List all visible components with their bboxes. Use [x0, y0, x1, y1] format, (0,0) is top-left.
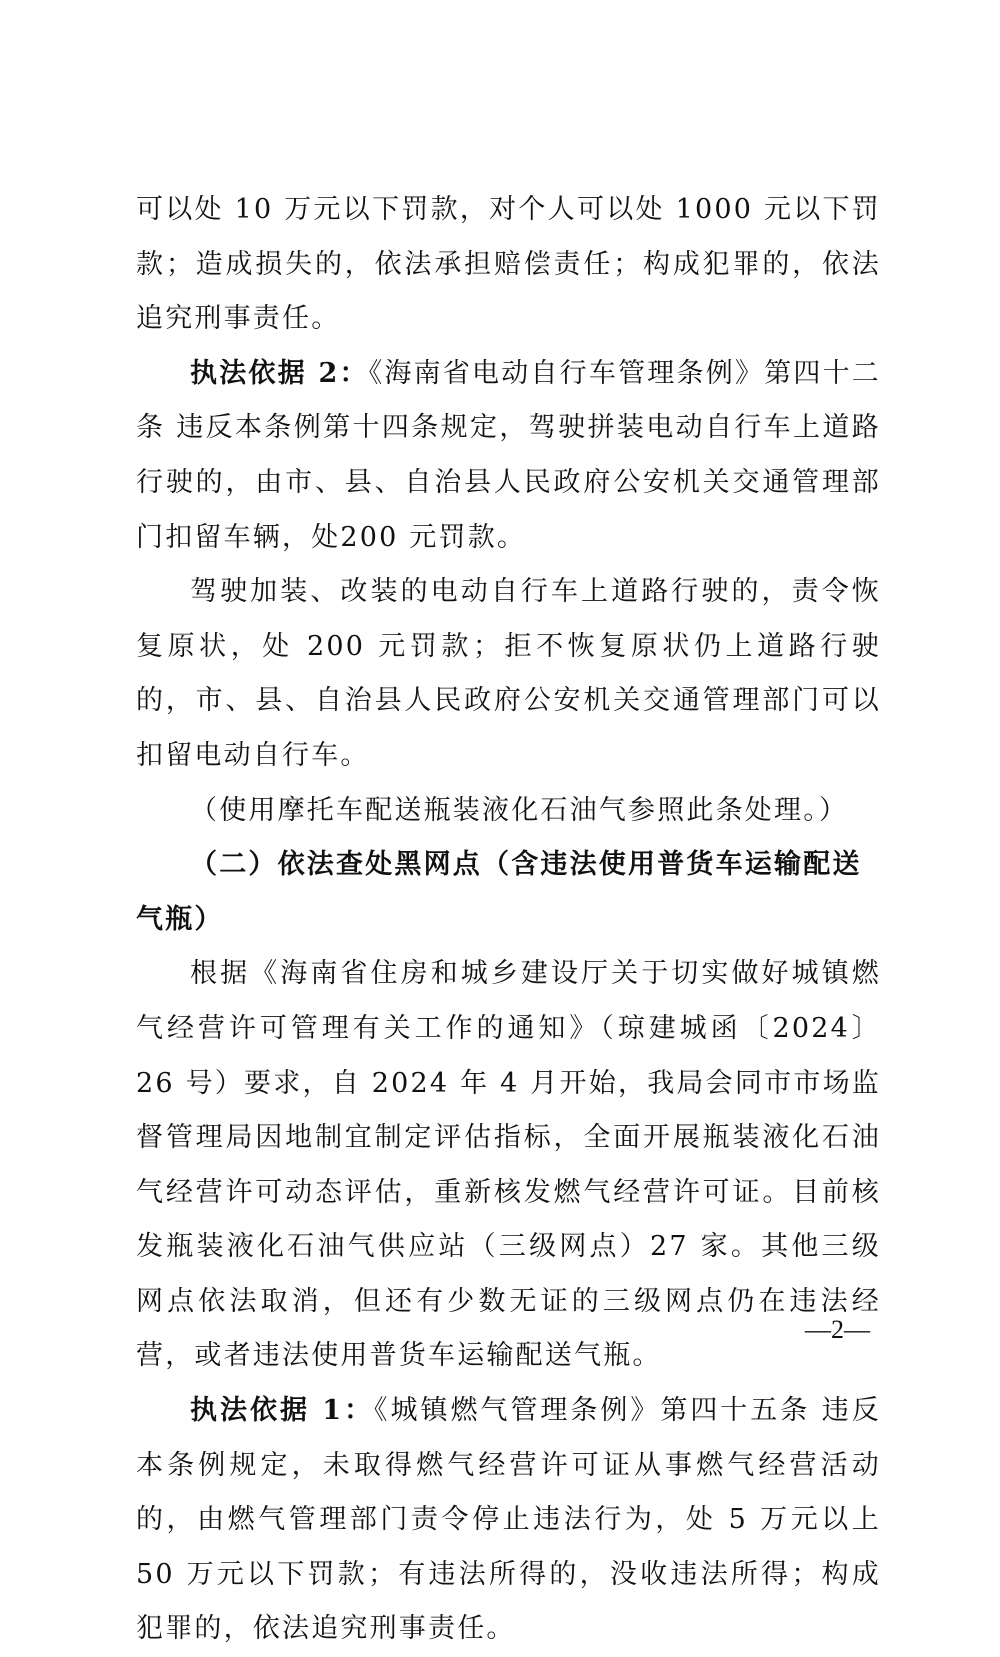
section-heading-black-outlets — [136, 838, 881, 947]
paragraph-text: 根据《海南省住房和城乡建设厅关于切实做好城镇燃气经营许可管理有关工作的通知》（琼建城函〔2024〕26 号）要求，自 2024 年 4 月开始，我局会同市市场监督管理局因地制宜制定评估指标，全面开展瓶装液化石油气经营许可动态评估，重新核发燃气经营许可证。目前核发瓶装液化石油气供应站（三级网点）27 家。其他三级网点依法取消，但还有少数无证的三级网点仍在违法经营，或者违法使用普货车运输配送气瓶。 — [136, 958, 881, 1372]
paragraph-license-evaluation — [136, 947, 881, 1384]
paragraph-text: （使用摩托车配送瓶装液化石油气参照此条处理。） — [190, 794, 849, 826]
paragraph-fine-continuation — [136, 183, 881, 347]
paragraph-text: 《海南省电动自行车管理条例》第四十二条 违反本条例第十四条规定，驾驶拼装电动自行车上道路行驶的，由市、县、自治县人民政府公安机关交通管理部门扣留车辆，处200 元罚款。 — [136, 357, 881, 553]
paragraph-text: 可以处 10 万元以下罚款，对个人可以处 1000 元以下罚款；造成损失的，依法承担赔偿责任；构成犯罪的，依法追究刑事责任。 — [136, 194, 881, 335]
page-number: —2— — [805, 1315, 870, 1344]
paragraph-motorcycle-note — [136, 784, 881, 839]
paragraph-enforcement-basis-2 — [136, 347, 881, 565]
paragraph-modified-ebike — [136, 565, 881, 783]
enforcement-basis-label: 执法依据 1： — [190, 1395, 375, 1427]
section-heading-text: （二）依法查处黑网点（含违法使用普货车运输配送气瓶） — [136, 849, 862, 935]
document-body — [136, 183, 881, 1657]
paragraph-text: 《城镇燃气管理条例》第四十五条 违反本条例规定，未取得燃气经营许可证从事燃气经营活动的，由燃气管理部门责令停止违法行为，处 5 万元以上 50 万元以下罚款；有违法所得的，没收违法所得；构成犯罪的，依法追究刑事责任。 — [136, 1395, 881, 1645]
enforcement-basis-label: 执法依据 2： — [190, 357, 369, 389]
paragraph-enforcement-basis-1 — [136, 1384, 881, 1657]
paragraph-text: 驾驶加装、改装的电动自行车上道路行驶的，责令恢复原状，处 200 元罚款；拒不恢复原状仍上道路行驶的，市、县、自治县人民政府公安机关交通管理部门可以扣留电动自行车。 — [136, 576, 881, 771]
